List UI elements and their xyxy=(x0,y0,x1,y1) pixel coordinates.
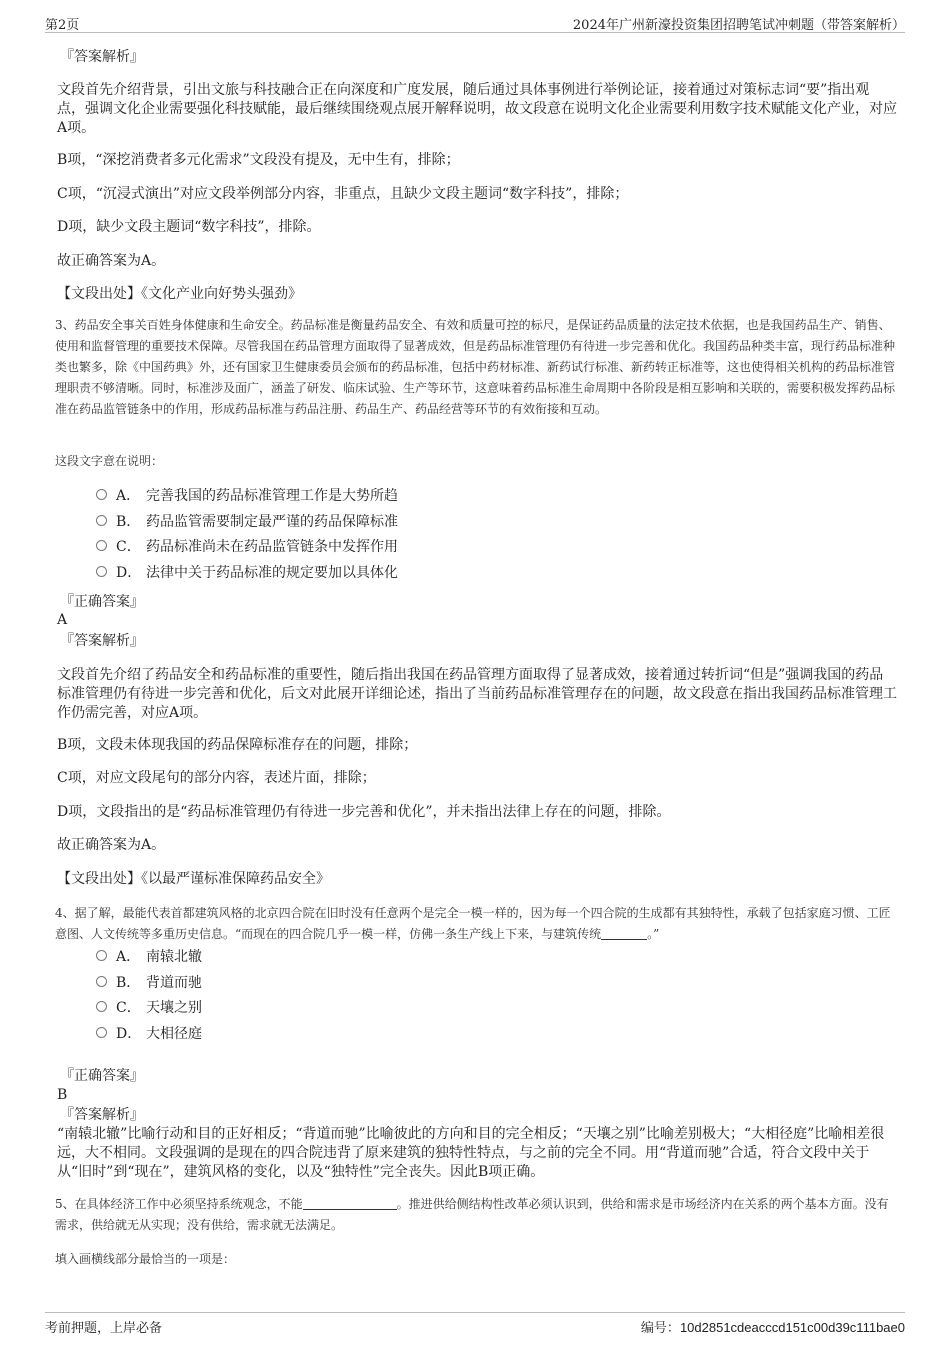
q2-option-d-explanation: D项，缺少文段主题词“数字科技”，排除。 xyxy=(57,219,321,235)
q3-source: 【文段出处】《以最严谨标准保障药品安全》 xyxy=(57,871,330,887)
page-header xyxy=(45,12,905,33)
q3-conclusion: 故正确答案为A。 xyxy=(57,837,166,853)
radio-icon[interactable] xyxy=(96,540,107,551)
q3-stem: 3、药品安全事关百姓身体健康和生命安全。药品标准是衡量药品安全、有效和质量可控的标尺，是保证药品质量的法定技术依据，也是我国药品生产、销售、使用和监督管理的重要技术保障。尽管我国在药品管理方面取得了显著成效，但是药品标准管理仍有待进一步完善和优化。我国药品种类丰富，现行药品标准种类也繁多，除《中国药典》外，还有国家卫生健康委员会颁布的药品标准，包括中药材标准、新药试行标准、新药转正标准等，这也使得相关机构的药品标准管理职责不够清晰。同时，标准涉及面广，涵盖了研发、临床试验、生产等环节，这意味着药品标准生命周期中各阶段是相互影响和关联的，需要积极发挥药品标准在药品监管链条中的作用，形成药品标准与药品注册、药品生产、药品经营等环节的有效衔接和互动。 xyxy=(55,318,896,416)
q2-option-c-explanation: C项，“沉浸式演出”对应文段举例部分内容，非重点，且缺少文段主题词“数字科技”，排除； xyxy=(57,186,629,202)
q2-source: 【文段出处】《文化产业向好势头强劲》 xyxy=(57,286,302,302)
q3-answer-label: 『正确答案』 xyxy=(60,594,144,610)
q4-option-a[interactable]: A． 南辕北辙 xyxy=(96,948,202,966)
q3-option-c-explanation: C项，对应文段尾句的部分内容，表述片面，排除； xyxy=(57,770,376,786)
radio-icon[interactable] xyxy=(96,976,107,987)
q5-stem: 5、在具体经济工作中必须坚持系统观念，不能 。推进供给侧结构性改革必须认识到，供给和需求是市场经济内在关系的两个基本方面。没有需求，供给就无从实现；没有供给，需求就无法满足。 xyxy=(55,1197,889,1232)
q3-prompt: 这段文字意在说明： xyxy=(55,454,164,468)
footer-slogan: 考前押题，上岸必备 xyxy=(45,1321,163,1336)
q3-option-d-explanation: D项，文段指出的是“药品标准管理仍有待进一步完善和优化”，并未指出法律上存在的问题，排除。 xyxy=(57,804,671,820)
q4-blank xyxy=(601,939,647,940)
radio-icon[interactable] xyxy=(96,515,107,526)
q3-option-a[interactable]: A． 完善我国的药品标准管理工作是大势所趋 xyxy=(96,487,398,505)
q2-conclusion: 故正确答案为A。 xyxy=(57,253,166,269)
q2-analysis-label: 『答案解析』 xyxy=(60,49,144,65)
q4-option-b[interactable]: B． 背道而驰 xyxy=(96,974,202,992)
radio-icon[interactable] xyxy=(96,1001,107,1012)
q2-analysis-paragraph: 文段首先介绍背景，引出文旅与科技融合正在向深度和广度发展，随后通过具体事例进行举例论证，接着通过对策标志词“要”指出观点，强调文化企业需要强化科技赋能，最后继续围绕观点展开解释说明，故文段意在说明文化企业需要利用数字技术赋能文化产业，对应A项。 xyxy=(57,82,897,136)
q3-option-d[interactable]: D． 法律中关于药品标准的规定要加以具体化 xyxy=(96,564,398,582)
q4-stem: 4、据了解，最能代表首都建筑风格的北京四合院在旧时没有任意两个是完全一模一样的，因为每一个四合院的生成都有其独特性，承载了包括家庭习惯、工匠意图、人文传统等多重历史信息。“而现在的四合院几乎一模一样，仿佛一条生产线上下来，与建筑传统 。” xyxy=(55,906,891,941)
q4-option-d[interactable]: D． 大相径庭 xyxy=(96,1025,202,1043)
q5-blank xyxy=(303,1209,397,1210)
radio-icon[interactable] xyxy=(96,489,107,500)
q4-analysis-paragraph: “南辕北辙”比喻行动和目的正好相反；“背道而驰”比喻彼此的方向和目的完全相反；“天壤之别”比喻差别极大；“大相径庭”比喻相差很远，大不相同。文段强调的是现在的四合院违背了原来建筑的独特性特点，与之前的完全不同。用“背道而驰”合适，符合文段中关于从“旧时”到“现在”，建筑风格的变化，以及“独特性”完全丧失。因此B项正确。 xyxy=(57,1126,885,1180)
q3-option-c[interactable]: C． 药品标准尚未在药品监管链条中发挥作用 xyxy=(96,538,398,556)
radio-icon[interactable] xyxy=(96,1027,107,1038)
q3-answer: A xyxy=(57,612,68,628)
footer-code: 编号：10d2851cdeacccd151c00d39c111bae0 xyxy=(640,1320,905,1336)
q3-option-b[interactable]: B． 药品监管需要制定最严谨的药品保障标准 xyxy=(96,513,398,531)
page-number: 第2页 xyxy=(45,18,80,33)
q3-analysis-paragraph: 文段首先介绍了药品安全和药品标准的重要性，随后指出我国在药品管理方面取得了显著成效，接着通过转折词“但是”强调我国的药品标准管理仍有待进一步完善和优化，后文对此展开详细论述，指出了当前药品标准管理存在的问题，故文段意在指出我国药品标准管理工作仍需完善，对应A项。 xyxy=(57,667,897,721)
radio-icon[interactable] xyxy=(96,950,107,961)
q3-analysis-label: 『答案解析』 xyxy=(60,633,144,649)
q4-analysis-label: 『答案解析』 xyxy=(60,1107,144,1123)
page-footer xyxy=(45,1312,905,1337)
q2-option-b-explanation: B项，“深挖消费者多元化需求”文段没有提及，无中生有，排除； xyxy=(57,152,460,168)
radio-icon[interactable] xyxy=(96,566,107,577)
q3-option-b-explanation: B项，文段未体现我国的药品保障标准存在的问题，排除； xyxy=(57,737,418,753)
q5-prompt: 填入画横线部分最恰当的一项是： xyxy=(55,1252,236,1266)
q4-answer-label: 『正确答案』 xyxy=(60,1068,144,1084)
q4-option-c[interactable]: C． 天壤之别 xyxy=(96,999,202,1017)
q4-answer: B xyxy=(57,1087,68,1103)
document-title: 2024年广州新濠投资集团招聘笔试冲刺题（带答案解析） xyxy=(572,18,905,33)
